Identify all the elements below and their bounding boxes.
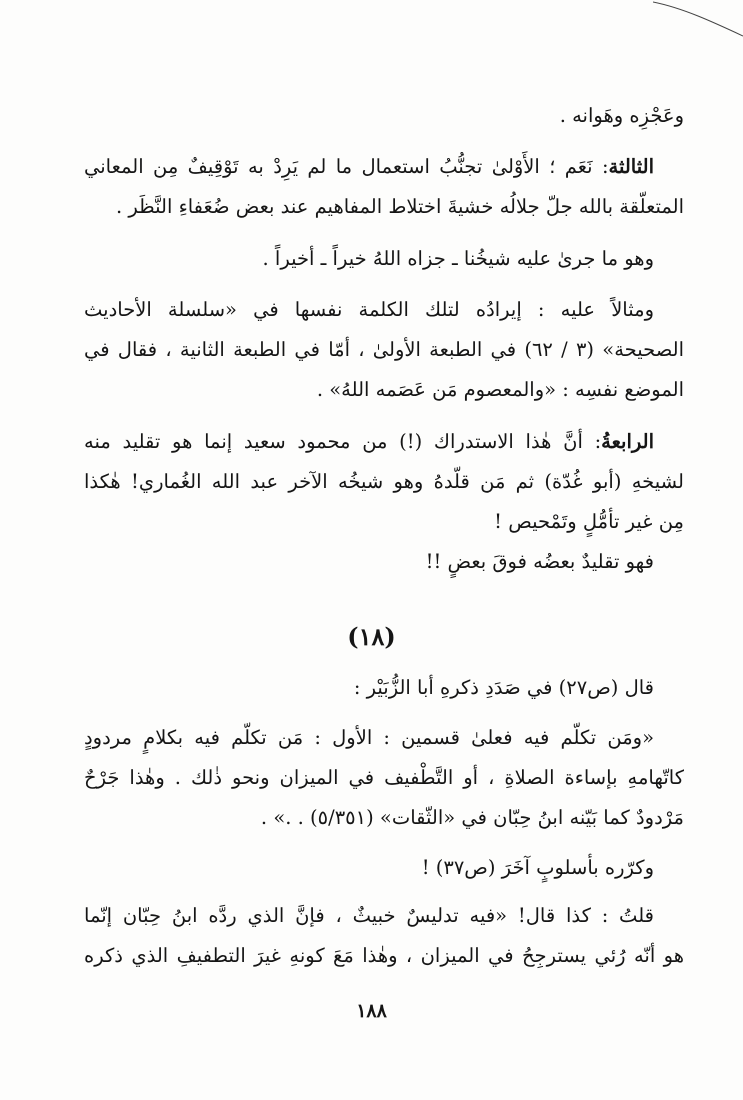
page-number: ١٨٨ — [356, 1000, 387, 1022]
text-line: فهو تقليدٌ بعضُه فوقَ بعضٍ !! — [425, 550, 654, 573]
text-line: ومثالاً عليه : إيرادُه لتلك الكلمة نفسها في «سلسلة الأحاديث — [84, 298, 654, 321]
text-line: «ومَن تكلّم فيه فعلىٰ قسمين : الأول : مَن تكلّم فيه بكلامٍ مردودٍ — [84, 726, 654, 749]
paragraph-quote — [84, 718, 684, 838]
text-line: المتعلّقة بالله جلّ جلالُه خشيةَ اختلاط المفاهيم عند بعض ضُعَفاءِ النَّظَر . — [115, 195, 684, 218]
paragraph-reply — [84, 896, 684, 976]
text-line: وهو ما جرىٰ عليه شيخُنا ـ جزاه اللهُ خيراً ـ أخيراً . — [262, 247, 654, 270]
paragraph-lead: الرابعةُ — [601, 430, 654, 453]
text-line: كاتّهامهِ بإساءة الصلاةِ ، أو التَّطْفيف في الميزان ونحو ذٰلك . وهٰذا جَرْحٌ — [84, 766, 684, 789]
section-heading: (١٨) — [347, 622, 396, 651]
text-line: هو أنّه رُئي يسترجِحُ في الميزان ، وهٰذا مَعَ كونهِ غيرَ التطفيفِ الذي ذكره — [84, 944, 684, 967]
text-line: وكرّره بأسلوبٍ آخَرَ (ص٣٧) ! — [421, 856, 654, 879]
paragraph-lead: الثالثة — [608, 155, 654, 178]
text-line: قلتُ : كذا قال! «فيه تدليسٌ خبيثٌ ، فإنَّ الذي ردَّه ابنُ حِبّان إنّما — [84, 904, 654, 927]
paragraph-continuation — [84, 96, 684, 136]
text-line: لشيخهِ (أبو غُدّة) ثم مَن قلّدهُ وهو شيخُه الآخر عبد الله الغُماري! هٰكذا — [84, 470, 684, 493]
corner-scan-mark — [653, 0, 743, 40]
text-line: قال (ص٢٧) في صَدَدِ ذكرهِ أبا الزُّبَيْر : — [353, 676, 654, 699]
paragraph-example — [84, 290, 684, 410]
text-line — [84, 422, 684, 462]
text-line: مَرْدودٌ كما بَيّنه ابنُ حِبّان في «الثّقات» (٥/٣٥١) . .» . — [260, 806, 684, 829]
text-line: وعَجْزِه وهَوانه . — [559, 104, 684, 127]
text-line: الموضع نفسِه : «والمعصوم مَن عَصَمه اللهُ» . — [316, 378, 684, 401]
text-line — [84, 147, 684, 187]
text-line-rest: : أنَّ هٰذا الاستدراك (!) من محمود سعيد إنما هو تقليد منه — [84, 430, 602, 453]
paragraph-fourth — [84, 422, 684, 582]
paragraph-quote-intro — [84, 668, 684, 708]
text-line: الصحيحة» (٣ / ٦٢) في الطبعة الأولىٰ ، أمّا في الطبعة الثانية ، فقال في — [84, 338, 684, 361]
paragraph-third — [84, 147, 684, 279]
text-line-rest: : نَعَم ؛ الأَوْلىٰ تجنُّبُ استعمال ما لم يَرِدْ به تَوْقِيفٌ مِن المعاني — [84, 155, 609, 178]
text-line: مِن غير تأمُّلٍ وتَمْحيص ! — [494, 510, 684, 533]
paragraph-repeat — [84, 848, 684, 888]
